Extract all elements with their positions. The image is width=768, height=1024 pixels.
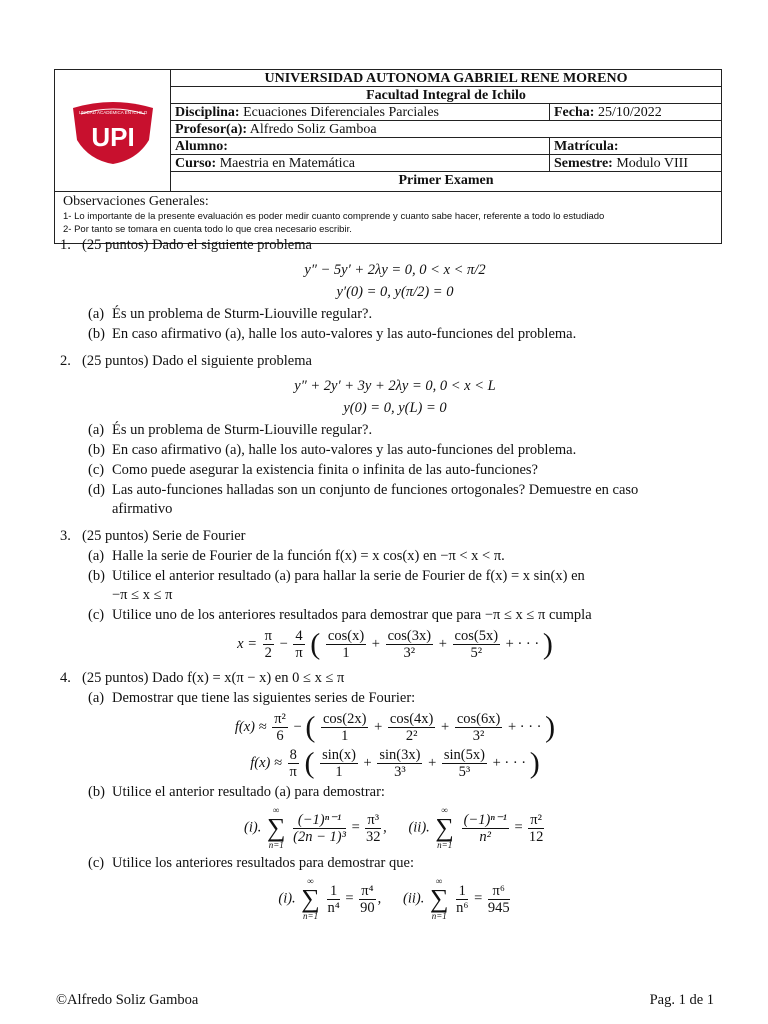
item-text: afirmativo: [112, 501, 173, 517]
math-text: +: [374, 718, 383, 735]
profesor-value: Alfredo Soliz Gamboa: [249, 122, 377, 137]
item-text: És un problema de Sturm-Liouville regular?.: [112, 306, 373, 322]
item-text: En caso afirmativo (a), halle los auto-valores y las auto-funciones del problema.: [112, 442, 577, 458]
upi-logo-icon: [67, 100, 159, 166]
math-text: cos(2x): [322, 711, 367, 727]
fraction: [320, 747, 358, 780]
math-text: + · · ·: [507, 718, 542, 735]
fraction: [455, 711, 503, 744]
summation: [267, 805, 286, 851]
math-text: sin(x): [322, 747, 356, 763]
math-text: ,: [377, 890, 382, 907]
cosine-series-equation: f(x) ≈ $\frac{\text{π²}}{6}$ − ( $\frac{\cos(2x)}{1}$ + $\frac{\cos(4x)}{\text{2²}}$ + $\frac{\cos(6x)}{\text{3²}}$ + · · · ): [234, 710, 556, 744]
fraction: [462, 812, 509, 845]
logo-text: UPI: [91, 122, 135, 152]
faculty-row: [171, 87, 721, 104]
math-text: =: [474, 890, 483, 907]
disciplina-value: Ecuaciones Diferenciales Parciales: [243, 105, 439, 120]
item-text: Utilice el anterior resultado (a) para demostrar:: [112, 784, 385, 800]
header-table: [54, 69, 722, 192]
equation: y′(0) = 0, y(π/2) = 0: [336, 284, 454, 300]
item-text: Utilice uno de los anteriores resultados para demostrar que para −π ≤ x ≤ π cumpla: [112, 607, 592, 623]
question-number: 4.: [60, 670, 71, 686]
item-text: En caso afirmativo (a), halle los auto-valores y las auto-funciones del problema.: [112, 326, 577, 342]
item-label: (c): [88, 607, 105, 623]
math-text: 2: [264, 645, 272, 661]
faculty-name: Facultad Integral de Ichilo: [366, 88, 526, 103]
math-text: π⁴: [361, 882, 374, 899]
curso-label: Curso:: [175, 156, 217, 171]
item-text: Demostrar que tiene las siguientes series de Fourier:: [112, 690, 416, 706]
item-label: (a): [88, 548, 105, 564]
math-text: π: [264, 628, 272, 644]
math-text: n⁶: [456, 899, 469, 916]
fraction: [359, 883, 375, 916]
item-text: És un problema de Sturm-Liouville regular?.: [112, 422, 373, 438]
fraction: [456, 883, 468, 916]
math-text: π: [289, 764, 297, 780]
fraction: [321, 711, 369, 744]
math-text: π²: [530, 811, 542, 828]
math-text: +: [441, 718, 450, 735]
math-text: (ii).: [402, 890, 425, 907]
math-text: 945: [487, 899, 510, 916]
fraction: [377, 747, 422, 780]
question-title: (25 puntos) Dado el siguiente problema: [82, 353, 312, 369]
item-label: (b): [88, 568, 105, 584]
summation: [435, 805, 454, 851]
math-text: (−1)ⁿ⁻¹: [293, 812, 346, 829]
profesor-label: Profesor(a):: [175, 122, 248, 137]
item-label: (a): [88, 690, 105, 706]
math-text: 1: [342, 645, 350, 661]
footer-page-number: Pag. 1 de 1: [649, 992, 714, 1008]
question-title: (25 puntos) Serie de Fourier: [82, 528, 246, 544]
fraction: [488, 883, 510, 916]
item-text: Como puede asegurar la existencia finita o infinita de las auto-funciones?: [112, 462, 538, 478]
math-text: cos(x): [327, 628, 365, 644]
question-3: [60, 527, 730, 661]
math-text: sin(5x): [443, 747, 485, 763]
item-label: (d): [88, 482, 105, 498]
math-text: π⁶: [488, 883, 510, 900]
disciplina-row: [171, 104, 721, 121]
disciplina-label: Disciplina:: [175, 105, 240, 120]
math-text: (i).: [244, 819, 262, 836]
item-label: (b): [88, 326, 105, 342]
observacion-item: 2- Por tanto se tomara en cuenta todo lo que crea necesario escribir.: [63, 224, 352, 235]
series-sum-equation-c: [60, 876, 730, 922]
university-row: [171, 70, 721, 87]
question-4: [60, 669, 730, 922]
alumno-label: Alumno:: [175, 139, 228, 154]
math-text: ,: [383, 819, 387, 836]
item-text: Halle la serie de Fourier de la función f(x) = x cos(x) en −π < x < π.: [112, 548, 505, 564]
math-text: −: [279, 635, 288, 652]
math-text: ∑: [301, 884, 320, 913]
fraction: [365, 812, 381, 845]
item-label: (a): [88, 306, 105, 322]
item-text: Las auto-funciones halladas son un conjunto de funciones ortogonales? Demuestre en caso: [112, 482, 639, 498]
observaciones-title: Observaciones Generales:: [63, 194, 209, 209]
math-text: + · · ·: [492, 754, 527, 771]
math-text: 5³: [458, 764, 471, 780]
fecha-cell: [549, 104, 662, 120]
logo-cell: [55, 70, 171, 191]
math-text: 5²: [470, 645, 483, 661]
question-2: [60, 352, 730, 519]
question-title: (25 puntos) Dado el siguiente problema: [82, 237, 312, 253]
math-text: 3³: [394, 764, 406, 780]
math-text: ∞: [441, 805, 448, 815]
semestre-label: Semestre:: [554, 156, 613, 171]
fraction: [327, 883, 339, 916]
math-text: cos(3x): [387, 628, 432, 644]
item-label: (c): [88, 462, 105, 478]
alumno-row: [171, 138, 721, 155]
math-text: x =: [237, 635, 258, 652]
item-text: −π ≤ x ≤ π: [112, 587, 173, 603]
page-footer: [56, 992, 714, 1009]
math-text: +: [438, 635, 447, 652]
math-text: ∑: [429, 884, 449, 913]
math-text: n=1: [437, 840, 453, 850]
semestre-value: Modulo VIII: [616, 156, 689, 171]
item-text: Utilice el anterior resultado (a) para hallar la serie de Fourier de f(x) = x sin(x) en: [112, 568, 585, 584]
math-text: (i).: [278, 890, 296, 907]
item-label: (b): [88, 442, 105, 458]
matricula-label: Matrícula:: [554, 139, 619, 154]
math-text: 90: [360, 899, 375, 916]
math-text: 12: [528, 828, 544, 845]
math-text: 1: [327, 883, 339, 900]
math-text: n=1: [431, 911, 447, 921]
math-text: +: [428, 754, 437, 771]
math-text: cos(4x): [389, 711, 434, 727]
math-text: ∑: [266, 813, 286, 842]
matricula-cell: [549, 138, 619, 154]
math-text: π²: [274, 711, 286, 727]
fraction: [288, 747, 299, 780]
math-text: 4: [295, 628, 303, 644]
equation: y(0) = 0, y(L) = 0: [343, 400, 447, 416]
exam-title-row: [171, 172, 721, 191]
math-text: ∞: [307, 876, 314, 886]
semestre-cell: [549, 155, 688, 171]
math-text: π: [295, 645, 303, 661]
question-number: 3.: [60, 528, 71, 544]
university-name: UNIVERSIDAD AUTONOMA GABRIEL RENE MORENO: [264, 71, 628, 86]
math-text: (ii).: [408, 819, 430, 836]
math-text: n⁴: [327, 899, 340, 916]
fraction: [388, 711, 436, 744]
fraction: [442, 747, 487, 780]
math-text: −: [293, 718, 302, 735]
curso-row: [171, 155, 721, 172]
math-text: n²: [479, 828, 492, 845]
fourier-series-equation: x = $\frac{\pi}{2}$ − $\frac{4}{\pi}$ ( $\frac{\cos(x)}{1}$ + $\frac{\cos(3x)}{\text{3²}}$ + $\frac{\cos(5x)}{\text{5²}}$ + · · · ): [237, 627, 553, 661]
item-text: Utilice los anteriores resultados para demostrar que:: [112, 855, 414, 871]
fecha-label: Fecha:: [554, 105, 595, 120]
observacion-item: 1- Lo importante de la presente evaluación es poder medir cuanto comprende y cuanto sabe hacer, referente a todo lo estudiado: [63, 211, 605, 222]
series-sum-equation-b: [60, 805, 730, 851]
math-text: f(x) ≈: [234, 718, 267, 735]
math-text: 1: [335, 764, 343, 780]
curso-value: Maestria en Matemática: [219, 156, 356, 171]
math-text: 32: [365, 828, 381, 845]
exam-title: Primer Examen: [398, 173, 494, 188]
fraction: [272, 711, 288, 744]
math-text: + · · ·: [505, 635, 540, 652]
math-text: 1: [341, 728, 349, 744]
math-text: n=1: [268, 840, 284, 850]
math-text: =: [514, 819, 523, 836]
question-1: [60, 236, 730, 344]
math-text: +: [363, 754, 372, 771]
summation: [301, 876, 320, 922]
profesor-row: [171, 121, 721, 138]
fraction: [528, 812, 544, 845]
item-label: (b): [88, 784, 105, 800]
math-text: 1: [456, 883, 468, 900]
logo-ring-text: UNIDAD ACADÉMICA EN ICHILO: [78, 110, 148, 115]
fraction: [263, 628, 274, 661]
equation: y″ + 2y′ + 3y + 2λy = 0, 0 < x < L: [294, 378, 496, 394]
math-text: 6: [276, 728, 284, 744]
fraction: [386, 628, 434, 661]
math-text: +: [371, 635, 380, 652]
question-title: (25 puntos) Dado f(x) = x(π − x) en 0 ≤ x ≤ π: [82, 670, 345, 686]
math-text: ∞: [436, 876, 443, 886]
math-text: 8: [289, 747, 297, 763]
math-text: =: [345, 890, 354, 907]
math-text: π³: [367, 811, 380, 828]
equation: y″ − 5y′ + 2λy = 0, 0 < x < π/2: [304, 262, 486, 278]
question-number: 2.: [60, 353, 71, 369]
fraction: [293, 812, 346, 845]
math-text: cos(5x): [454, 628, 499, 644]
math-text: =: [351, 819, 360, 836]
math-text: f(x) ≈: [250, 754, 282, 771]
footer-author: ©Alfredo Soliz Gamboa: [56, 992, 199, 1008]
fraction: [453, 628, 501, 661]
math-text: (−1)ⁿ⁻¹: [463, 811, 507, 828]
math-text: (2n − 1)³: [293, 828, 346, 845]
math-text: 3²: [472, 728, 485, 744]
sine-series-equation: f(x) ≈ $\frac{8}{\pi}$ ( $\frac{\sin(x)}{1}$ + $\frac{\sin(3x)}{\text{3³}}$ + $\frac{\sin(5x)}{\text{5³}}$ + · · · ): [250, 746, 540, 780]
fraction: [293, 628, 304, 661]
math-text: n=1: [303, 911, 319, 921]
math-text: sin(3x): [379, 747, 421, 763]
math-text: ∞: [273, 805, 280, 815]
fraction: [326, 628, 366, 661]
math-text: cos(6x): [456, 711, 501, 727]
question-number: 1.: [60, 237, 71, 253]
math-text: 3²: [403, 645, 416, 661]
math-text: ∑: [435, 813, 454, 842]
summation: [430, 876, 449, 922]
exam-body: [60, 236, 730, 930]
math-text: 2²: [405, 728, 418, 744]
fecha-value: 25/10/2022: [597, 105, 662, 120]
item-label: (c): [88, 855, 105, 871]
item-label: (a): [88, 422, 105, 438]
